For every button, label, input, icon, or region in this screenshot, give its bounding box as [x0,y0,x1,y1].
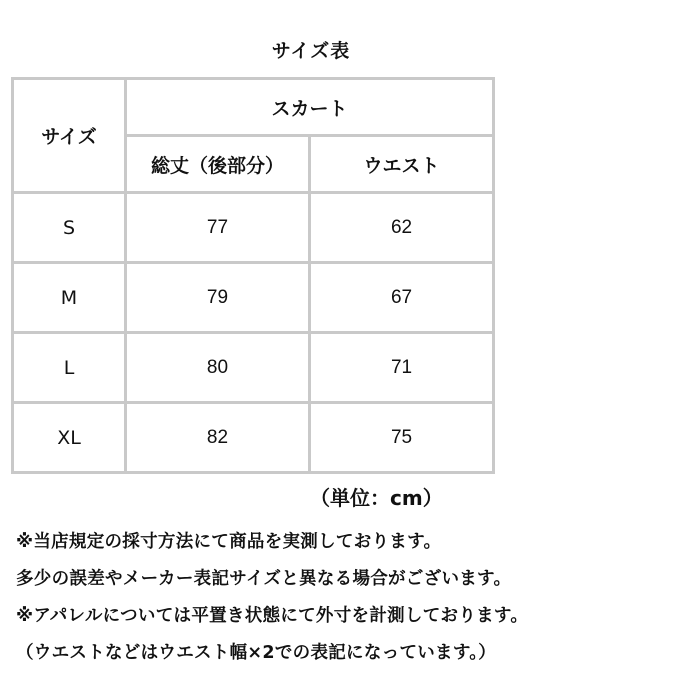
waist-column-header: ウエスト [310,136,494,193]
table-row [13,403,494,473]
size-column-header: サイズ [13,79,126,193]
table-row [13,193,494,263]
table-header-row [13,79,494,136]
waist-cell: 71 [310,333,494,403]
note-line: ※当店規定の採寸方法にて商品を実測しております。 [16,532,442,552]
length-cell: 82 [126,403,310,473]
note-line: ※アパレルについては平置き状態にて外寸を計測しております。 [16,606,529,626]
waist-cell: 62 [310,193,494,263]
length-cell: 79 [126,263,310,333]
table-row [13,263,494,333]
size-cell: L [13,333,126,403]
note-line: （ウエストなどはウエスト幅×2での表記になっています。） [16,643,497,663]
size-cell: S [13,193,126,263]
page-title: サイズ表 [271,40,351,62]
size-table [11,77,495,474]
waist-cell: 67 [310,263,494,333]
length-column-header: 総丈（後部分） [126,136,310,193]
length-cell: 80 [126,333,310,403]
waist-cell: 75 [310,403,494,473]
note-line: 多少の誤差やメーカー表記サイズと異なる場合がございます。 [16,569,512,589]
size-cell: XL [13,403,126,473]
unit-label: （単位：cm） [310,486,443,510]
length-cell: 77 [126,193,310,263]
skirt-group-header: スカート [126,79,494,136]
notes-block [16,524,696,672]
size-cell: M [13,263,126,333]
table-row [13,333,494,403]
